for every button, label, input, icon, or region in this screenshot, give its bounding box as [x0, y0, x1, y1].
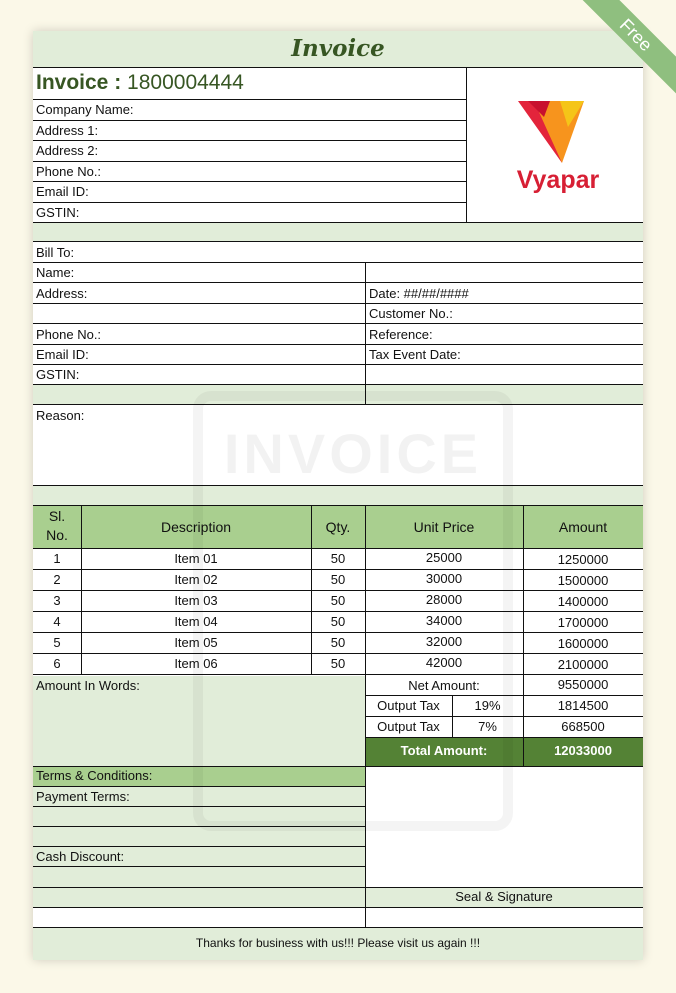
invoice-sheet: [33, 31, 643, 960]
total-amount-value: 12033000: [554, 743, 612, 758]
row-2-qty: 50: [330, 572, 346, 587]
reason-label: Reason:: [36, 408, 85, 423]
row-1-amount: 1250000: [557, 552, 609, 567]
date-label: Date: ##/##/####: [369, 286, 469, 301]
amount-in-words-label: Amount In Words:: [36, 678, 140, 693]
row-4-amount: 1700000: [557, 615, 609, 630]
row-1-description: Item 01: [174, 551, 218, 566]
row-4-description: Item 04: [174, 614, 218, 629]
vyapar-logo-mark: [498, 97, 618, 167]
header-sl: [33, 507, 81, 545]
payment-terms-label: Payment Terms:: [36, 789, 130, 804]
seal-signature-label: Seal & Signature: [455, 889, 553, 904]
company-email-label: Email ID:: [36, 184, 89, 199]
header-amount: Amount: [558, 519, 608, 535]
row-6-amount: 2100000: [557, 657, 609, 672]
row-3-description: Item 03: [174, 593, 218, 608]
row-5-qty: 50: [330, 635, 346, 650]
output-tax-1-rate: 19%: [474, 698, 501, 713]
row-3-sl: 3: [53, 593, 61, 608]
output-tax-1-value: 1814500: [557, 698, 609, 713]
tax-event-date-label: Tax Event Date:: [369, 347, 461, 362]
row-4-qty: 50: [330, 614, 346, 629]
footer-message: Thanks for business with us!!! Please visit us again !!!: [195, 936, 481, 950]
output-tax-2-rate: 7%: [478, 719, 497, 734]
total-amount-label: Total Amount:: [400, 743, 488, 758]
header-sl-line1: Sl.: [48, 508, 66, 524]
invoice-number-row: [36, 69, 244, 97]
spacer-band: [33, 384, 643, 404]
bill-phone-label: Phone No.:: [36, 327, 102, 342]
header-unit-price: Unit Price: [413, 519, 475, 535]
row-5-amount: 1600000: [557, 636, 609, 651]
address2-label: Address 2:: [36, 143, 99, 158]
row-5-description: Item 05: [174, 635, 218, 650]
row-2-amount: 1500000: [557, 573, 609, 588]
vyapar-logo-text: Vyapar: [516, 166, 600, 194]
cash-discount-label: Cash Discount:: [36, 849, 125, 864]
address1-label: Address 1:: [36, 123, 99, 138]
row-3-qty: 50: [330, 593, 346, 608]
row-1-qty: 50: [330, 551, 346, 566]
spacer-band: [33, 222, 643, 241]
terms-conditions-label: Terms & Conditions:: [36, 768, 153, 783]
free-badge: Free: [570, 0, 676, 101]
company-phone-label: Phone No.:: [36, 164, 102, 179]
row-2-sl: 2: [53, 572, 61, 587]
row-5-unit-price: 32000: [425, 634, 463, 649]
company-gstin-label: GSTIN:: [36, 205, 80, 220]
bill-to-label: Bill To:: [36, 245, 75, 260]
watermark-text: INVOICE: [223, 422, 483, 485]
row-2-description: Item 02: [174, 572, 218, 587]
vyapar-logo: [498, 97, 618, 207]
row-5-sl: 5: [53, 635, 61, 650]
spacer-band: [33, 485, 643, 505]
header-sl-line2: No.: [46, 527, 68, 543]
output-tax-1-label: Output Tax: [377, 698, 440, 713]
row-6-description: Item 06: [174, 656, 218, 671]
row-6-sl: 6: [53, 656, 61, 671]
bill-gstin-label: GSTIN:: [36, 367, 80, 382]
net-amount-value: 9550000: [557, 677, 609, 692]
row-4-unit-price: 34000: [425, 613, 463, 628]
output-tax-2-label: Output Tax: [377, 719, 440, 734]
reference-label: Reference:: [369, 327, 433, 342]
bill-address-label: Address:: [36, 286, 88, 301]
row-6-qty: 50: [330, 656, 346, 671]
header-qty: Qty.: [325, 519, 351, 535]
row-2-unit-price: 30000: [425, 571, 463, 586]
net-amount-label: Net Amount:: [408, 678, 480, 693]
bill-name-label: Name:: [36, 265, 75, 280]
row-6-unit-price: 42000: [425, 655, 463, 670]
row-1-unit-price: 25000: [425, 550, 463, 565]
customer-number-label: Customer No.:: [369, 306, 453, 321]
invoice-title: Invoice: [291, 35, 385, 62]
invoice-number-value: 1800004444: [127, 71, 244, 94]
invoice-number-label: Invoice :: [36, 71, 122, 94]
company-name-label: Company Name:: [36, 102, 134, 117]
row-3-unit-price: 28000: [425, 592, 463, 607]
output-tax-2-value: 668500: [561, 719, 605, 734]
row-4-sl: 4: [53, 614, 61, 629]
bill-email-label: Email ID:: [36, 347, 89, 362]
header-description: Description: [160, 519, 232, 535]
row-1-sl: 1: [53, 551, 61, 566]
row-3-amount: 1400000: [557, 594, 609, 609]
